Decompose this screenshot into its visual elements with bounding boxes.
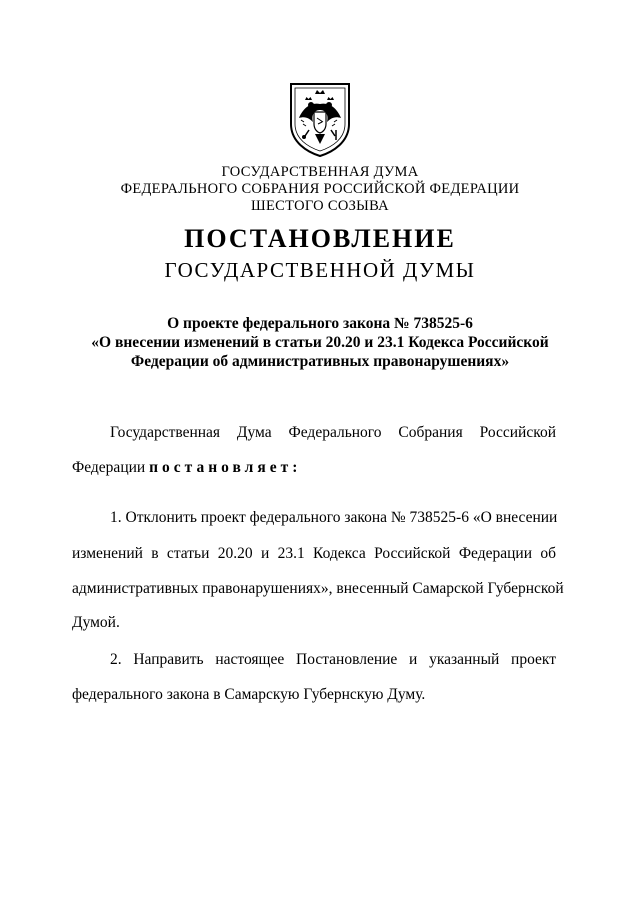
clause-1-line-2: изменений в статьи 20.20 и 23.1 Кодекса Российской Федерации об bbox=[72, 545, 556, 562]
document-title: ПОСТАНОВЛЕНИЕ bbox=[184, 224, 456, 253]
clause-2-line-2: федерального закона в Самарскую Губернскую Думу. bbox=[72, 686, 426, 703]
bill-title-line-1: О проекте федерального закона № 738525-6 bbox=[167, 315, 473, 332]
clause-1-line-1: 1. Отклонить проект федерального закона № 738525-6 «О внесении bbox=[110, 509, 558, 526]
clause-1-line-3: административных правонарушениях», внесенный Самарской Губернской bbox=[72, 580, 564, 597]
header-line-assembly: ФЕДЕРАЛЬНОГО СОБРАНИЯ РОССИЙСКОЙ ФЕДЕРАЦИИ bbox=[120, 181, 520, 197]
preamble-line-2 bbox=[72, 459, 301, 477]
bill-title-line-2: «О внесении изменений в статьи 20.20 и 23.1 Кодекса Российской bbox=[91, 334, 549, 351]
document-subtitle: ГОСУДАРСТВЕННОЙ ДУМЫ bbox=[164, 258, 476, 282]
russian-coat-of-arms-icon bbox=[287, 80, 353, 158]
preamble-text: Федерации bbox=[72, 459, 150, 476]
clause-1-line-4: Думой. bbox=[72, 614, 120, 631]
bill-title-line-3: Федерации об административных правонарушениях» bbox=[130, 353, 510, 370]
header-line-convocation: ШЕСТОГО СОЗЫВА bbox=[251, 198, 389, 214]
preamble-line-1: Государственная Дума Федерального Собрания Российской bbox=[110, 424, 556, 441]
clause-2-line-1: 2. Направить настоящее Постановление и указанный проект bbox=[110, 651, 556, 668]
resolves-word: постановляет: bbox=[149, 459, 302, 476]
header-line-duma: ГОСУДАРСТВЕННАЯ ДУМА bbox=[221, 164, 419, 180]
